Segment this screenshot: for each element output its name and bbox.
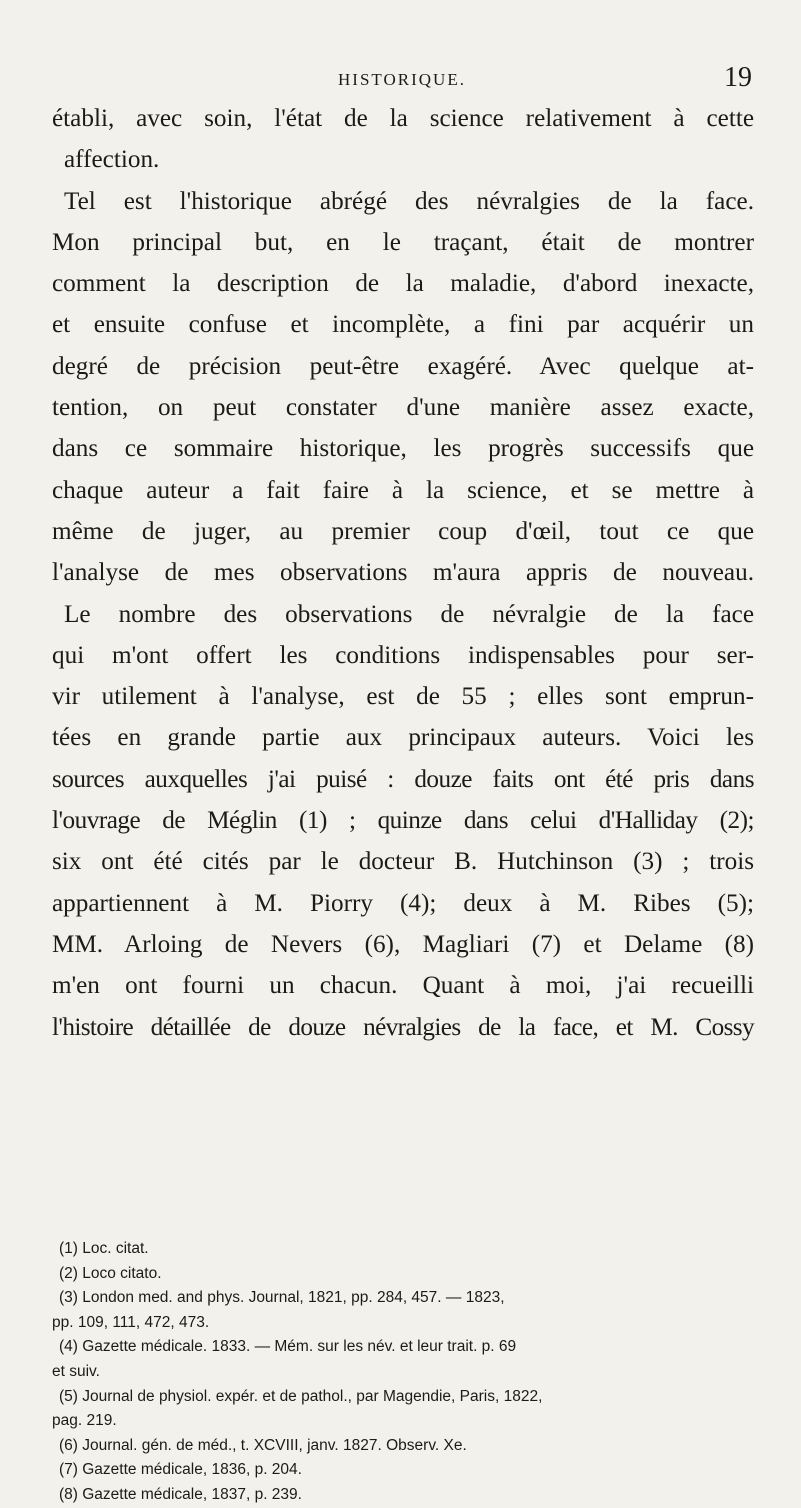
text-line: MM. Arloing de Nevers (6), Magliari (7) et Delame (8): [52, 930, 754, 958]
footnote: (8) Gazette médicale, 1837, p. 239.: [59, 1485, 302, 1503]
text-line: tention, on peut constater d'une manière assez exacte,: [52, 394, 754, 422]
footnote: (1) Loc. citat.: [59, 1240, 149, 1257]
footnote: (5) Journal de physiol. expér. et de pathol., par Magendie, Paris, 1822,: [59, 1387, 543, 1405]
text-line: tées en grande partie aux principaux auteurs. Voici les: [52, 724, 754, 752]
text-line: sources auxquelles j'ai puisé : douze faits ont été pris dans: [52, 765, 754, 793]
text-line: l'ouvrage de Méglin (1) ; quinze dans celui d'Halliday (2);: [52, 807, 754, 835]
body-text: [52, 98, 754, 1048]
text-line: vir utilement à l'analyse, est de 55 ; elles sont emprun-: [52, 683, 754, 711]
footnote-continuation: pp. 109, 111, 472, 473.: [52, 1313, 210, 1331]
text-line: dans ce sommaire historique, les progrès successifs que: [52, 435, 754, 463]
page-number: 19: [724, 62, 752, 93]
text-line: l'analyse de mes observations m'aura appris de nouveau.: [52, 559, 754, 587]
text-line: Mon principal but, en le traçant, était de montrer: [52, 228, 754, 256]
footnote: (4) Gazette médicale. 1833. — Mém. sur les név. et leur trait. p. 69: [59, 1338, 517, 1356]
text-line: Tel est l'historique abrégé des névralgies de la face.: [64, 187, 754, 215]
running-head: [52, 62, 752, 93]
text-line: et ensuite confuse et incomplète, a fini par acquérir un: [52, 311, 754, 339]
footnote-continuation: pag. 219.: [52, 1412, 117, 1430]
footnote: (6) Journal. gén. de méd., t. XCVIII, janv. 1827. Observ. Xe.: [59, 1436, 467, 1454]
text-line: Le nombre des observations de névralgie de la face: [64, 600, 754, 628]
text-line: m'en ont fourni un chacun. Quant à moi, j'ai recueilli: [52, 972, 754, 1000]
text-line: même de juger, au premier coup d'œil, tout ce que: [52, 517, 754, 545]
footnote: (2) Loco citato.: [59, 1264, 162, 1282]
text-line: qui m'ont offert les conditions indispensables pour ser-: [52, 641, 754, 669]
footnote-continuation: et suiv.: [52, 1362, 100, 1380]
footnote: (3) London med. and phys. Journal, 1821, pp. 284, 457. — 1823,: [59, 1289, 505, 1307]
text-line: six ont été cités par le docteur B. Hutchinson (3) ; trois: [52, 848, 754, 876]
text-line: appartiennent à M. Piorry (4); deux à M. Ribes (5);: [52, 889, 754, 917]
text-line: établi, avec soin, l'état de la science relativement à cette: [52, 105, 754, 132]
footnote: (7) Gazette médicale, 1836, p. 204.: [59, 1461, 302, 1479]
footnotes: [52, 1237, 752, 1508]
running-title: HISTORIQUE.: [338, 70, 466, 89]
text-line: affection.: [64, 146, 160, 174]
text-line: degré de précision peut-être exagéré. Avec quelque at-: [52, 352, 754, 380]
text-line: chaque auteur a fait faire à la science, et se mettre à: [52, 476, 754, 504]
text-line: comment la description de la maladie, d'abord inexacte,: [52, 270, 754, 298]
text-line: l'histoire détaillée de douze névralgies de la face, et M. Cossy: [52, 1013, 754, 1041]
